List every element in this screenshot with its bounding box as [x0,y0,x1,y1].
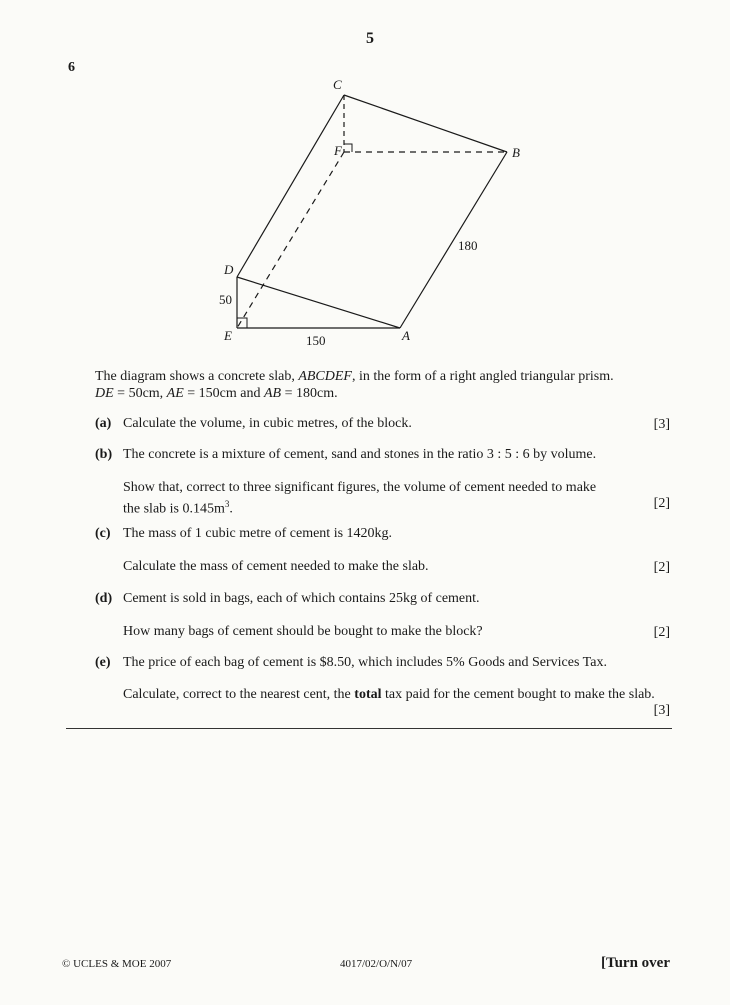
section-divider [66,728,672,729]
part-e-text: The price of each bag of cement is $8.50, which includes 5% Goods and Services Tax. [123,655,607,670]
footer-paper-code: 4017/02/O/N/07 [340,958,413,970]
part-e-marks: [3] [653,703,670,718]
part-e-label: (e) [95,655,111,670]
vertex-label-f: F [334,143,342,158]
part-d-text: Cement is sold in bags, each of which contains 25kg of cement. [123,591,480,606]
question-intro [95,368,655,402]
part-a-label: (a) [95,416,112,431]
page-number: 5 [366,30,374,47]
intro-line-2: DE = 50cm, AE = 150cm and AB = 180cm. [95,386,338,401]
vertex-label-e: E [224,328,232,343]
vertex-label-b: B [512,145,520,160]
length-label-ab: 180 [458,238,478,253]
part-d-marks: [2] [653,625,670,640]
part-c-label: (c) [95,526,111,541]
part-a-text: Calculate the volume, in cubic metres, of the block. [123,416,412,431]
vertex-label-d: D [224,262,234,277]
length-label-ea: 150 [306,333,326,348]
part-c-text-2: Calculate the mass of cement needed to make the slab. [123,559,429,574]
prism-diagram [0,0,730,360]
vertex-label-a: A [402,328,410,343]
length-label-de: 50 [219,292,232,307]
question-number: 6 [68,60,75,75]
edge-ba [400,152,507,328]
part-b-marks: [2] [653,496,670,511]
vertex-label-c: C [333,77,342,92]
part-e-text-2: Calculate, correct to the nearest cent, the total tax paid for the cement bought to make the slab. [123,687,655,702]
edge-cb [344,95,507,152]
part-c-text: The mass of 1 cubic metre of cement is 1420kg. [123,526,393,541]
part-d-text-2: How many bags of cement should be bought to make the block? [123,624,483,639]
part-a-marks: [3] [653,417,670,432]
intro-line-1: The diagram shows a concrete slab, ABCDEF, in the form of a right angled triangular prism. [95,369,614,384]
right-angle-f [344,144,352,152]
part-c-marks: [2] [653,560,670,575]
part-b-text-2: Show that, correct to three significant figures, the volume of cement needed to make the slab is $0.145m^3$. [123,480,597,517]
part-b-label: (b) [95,447,113,462]
turn-over-label: [Turn over [600,955,670,971]
part-d-label: (d) [95,591,113,606]
footer-copyright: © UCLES & MOE 2007 [62,958,172,970]
edge-fe [237,152,344,328]
edge-da [237,277,400,328]
edge-cd [237,95,344,277]
part-b-text: The concrete is a mixture of cement, sand and stones in the ratio 3 : 5 : 6 by volume. [123,447,597,462]
